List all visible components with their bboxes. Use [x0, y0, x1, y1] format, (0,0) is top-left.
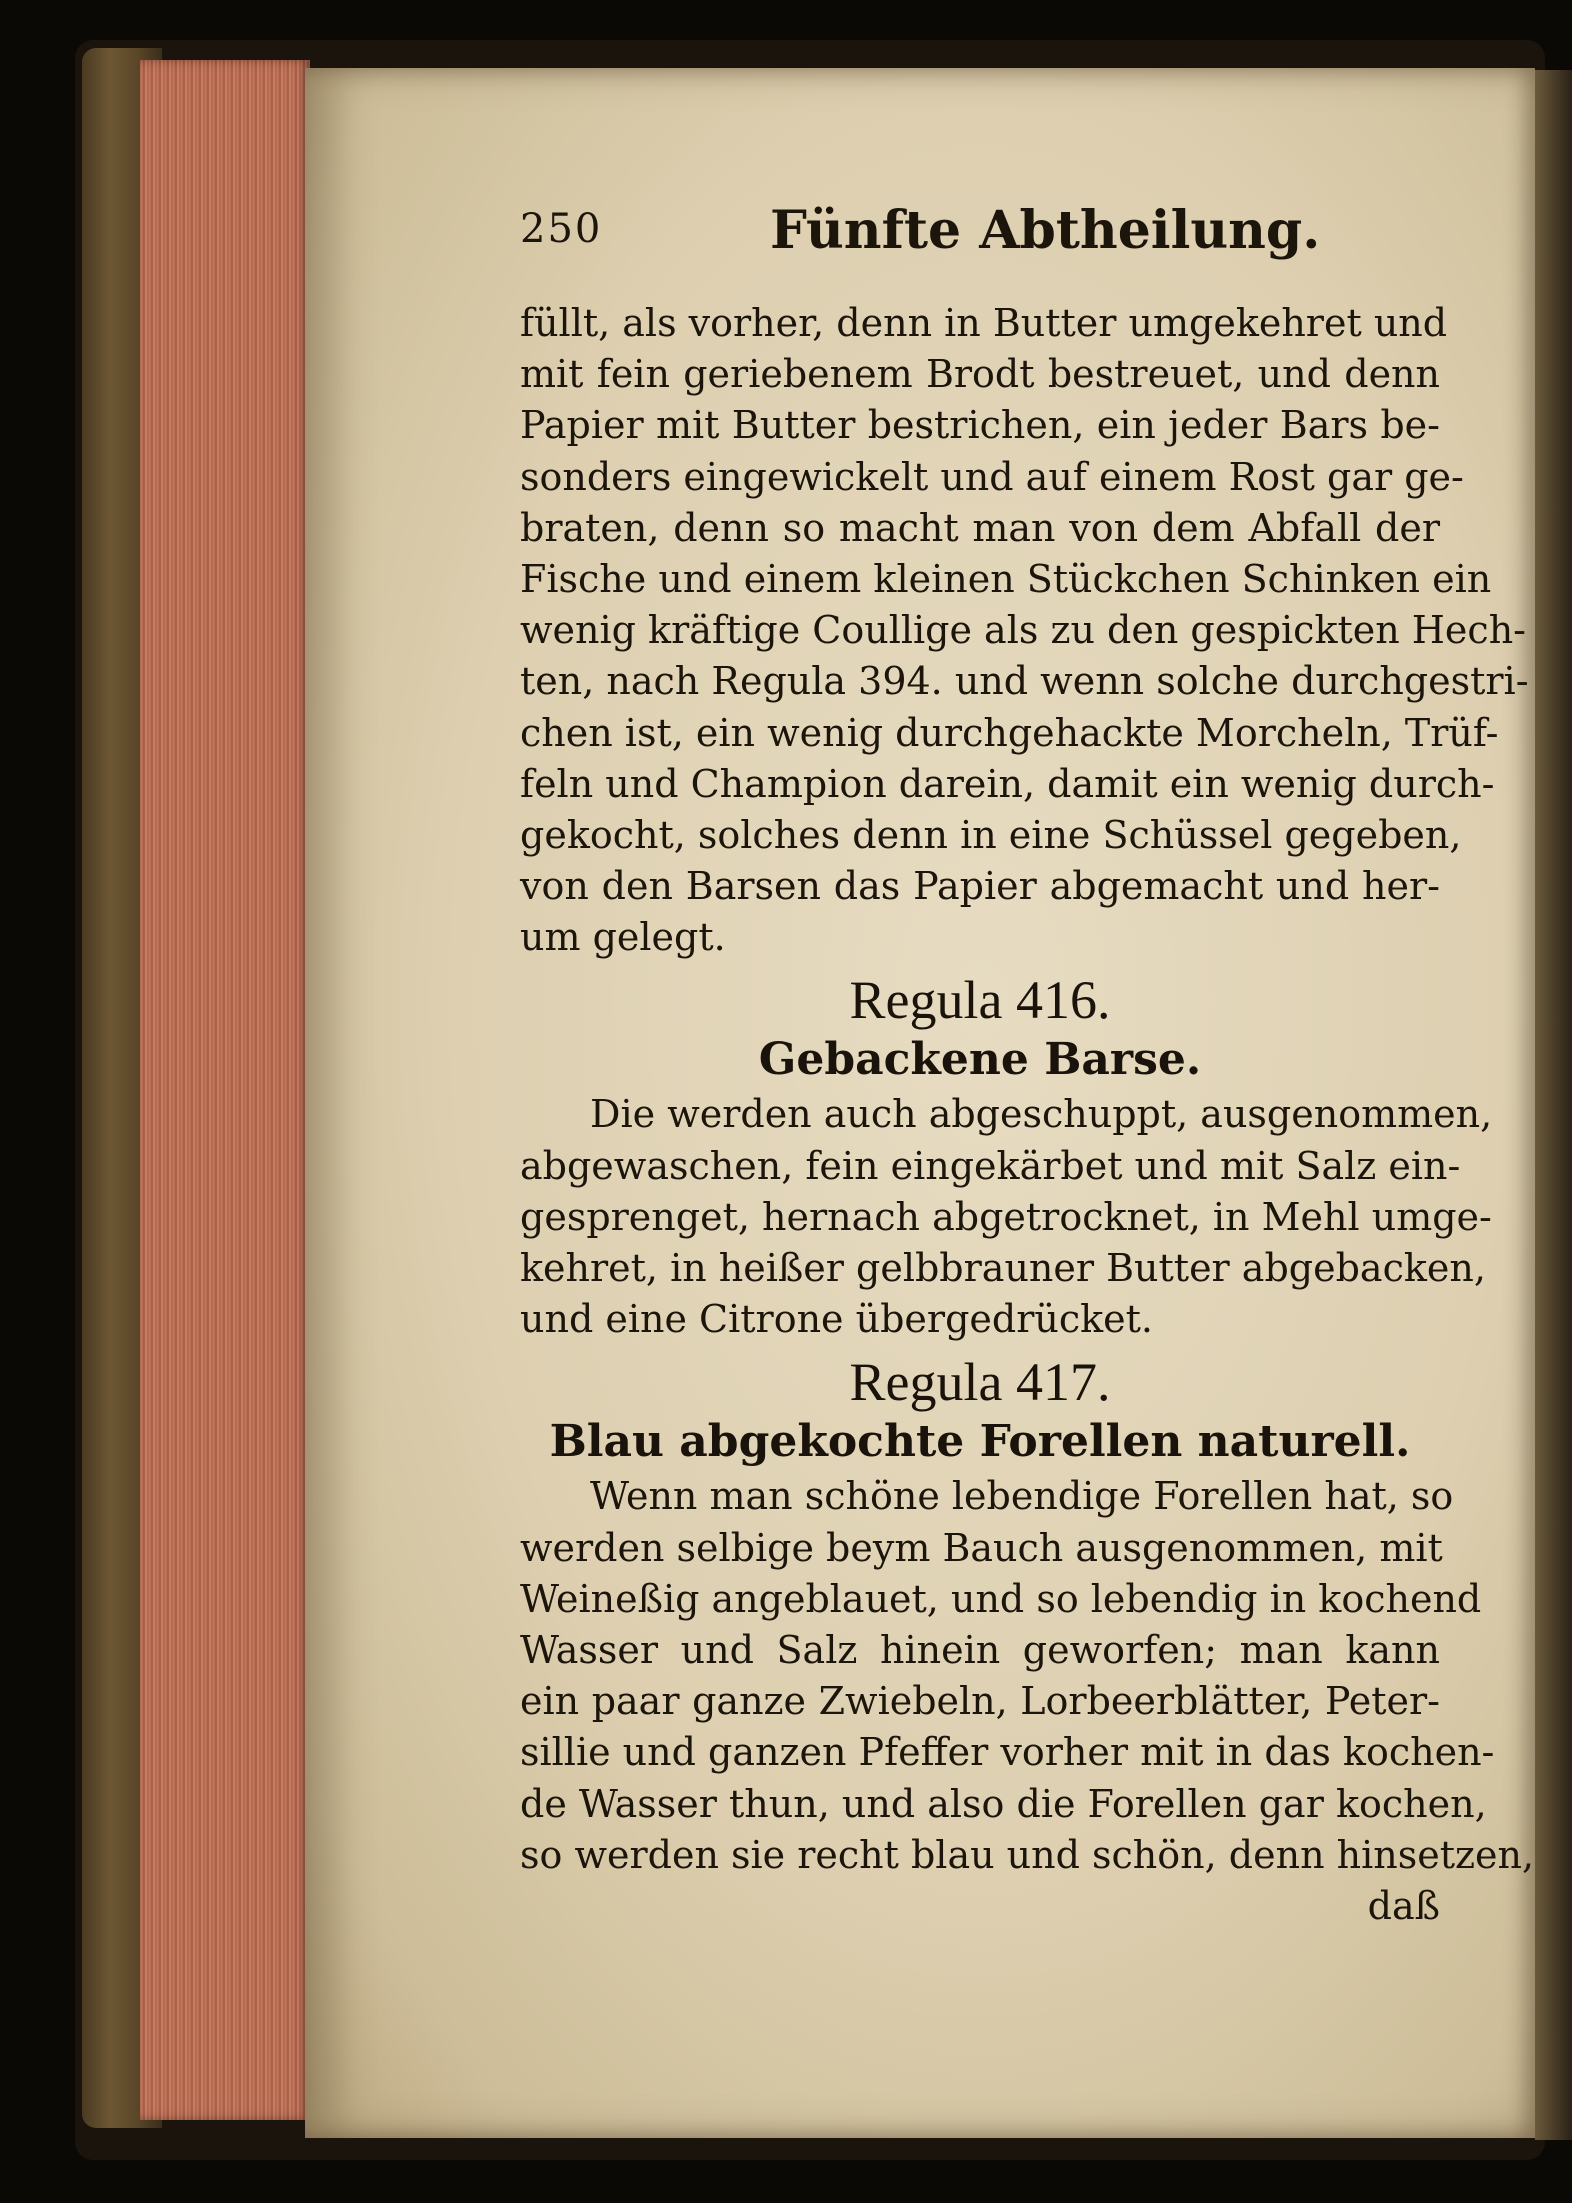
text-line: mit fein geriebenem Brodt bestreuet, und denn — [520, 352, 1440, 397]
text-line: ein paar ganze Zwiebeln, Lorbeerblätter, Peter- — [520, 1679, 1440, 1724]
text-line: sonders eingewickelt und auf einem Rost gar ge- — [520, 454, 1464, 499]
page-edges — [140, 60, 310, 2120]
gutter — [1535, 70, 1572, 2140]
text-line: Weineßig angeblauet, und so lebendig in kochend — [520, 1576, 1482, 1621]
text-line: sillie und ganzen Pfeffer vorher mit in das kochen- — [520, 1730, 1495, 1775]
section-regula-416 — [520, 969, 1493, 1345]
text-line: gesprenget, hernach abgetrocknet, in Mehl umge- — [520, 1194, 1492, 1239]
text-line: kehret, in heißer gelbbrauner Butter abgebacken, — [520, 1246, 1486, 1290]
text-line: füllt, als vorher, denn in Butter umgekehret und — [520, 301, 1448, 345]
text-line: Die werden auch abgeschuppt, ausgenommen, — [590, 1092, 1493, 1137]
page-number: 250 — [520, 206, 603, 252]
text-line: um gelegt. — [520, 915, 726, 960]
section-heading: Regula 417. — [849, 1352, 1111, 1413]
text-line: Wasser und Salz hinein geworfen; man kann — [520, 1627, 1440, 1672]
text-line: feln und Champion darein, damit ein wenig durch- — [520, 761, 1495, 806]
section-title: Blau abgekochte Forellen naturell. — [549, 1416, 1411, 1468]
section-title: Gebackene Barse. — [758, 1034, 1202, 1086]
text-line: chen ist, ein wenig durchgehackte Morcheln, Trüf- — [520, 710, 1499, 755]
page-body — [520, 298, 1535, 1932]
text-line: Wenn man schöne lebendige Forellen hat, so — [590, 1474, 1454, 1519]
continuation-paragraph — [520, 298, 1529, 963]
text-line: werden selbige beym Bauch ausgenommen, mit — [520, 1525, 1443, 1570]
catchword: daß — [1367, 1883, 1440, 1928]
running-title: Fünfte Abtheilung. — [770, 200, 1321, 261]
text-line: Fische und einem kleinen Stückchen Schinken ein — [520, 556, 1492, 601]
text-line: so werden sie recht blau und schön, denn hinsetzen, — [520, 1832, 1535, 1877]
text-line: braten, denn so macht man von dem Abfall der — [520, 505, 1440, 550]
text-line: de Wasser thun, und also die Forellen gar kochen, — [520, 1781, 1487, 1826]
text-line: Papier mit Butter bestrichen, ein jeder Bars be- — [520, 403, 1440, 448]
page-header — [520, 200, 1420, 260]
text-line: von den Barsen das Papier abgemacht und her- — [520, 864, 1440, 909]
section-regula-417 — [520, 1351, 1535, 1881]
text-line: gekocht, solches denn in eine Schüssel gegeben, — [520, 812, 1462, 857]
text-line: ten, nach Regula 394. und wenn solche durchgestri- — [520, 659, 1529, 704]
text-line: wenig kräftige Coullige als zu den gespickten Hech- — [520, 608, 1527, 653]
text-line: abgewaschen, fein eingekärbet und mit Salz ein- — [520, 1143, 1461, 1188]
text-line: und eine Citrone übergedrücket. — [520, 1297, 1153, 1342]
section-heading: Regula 416. — [849, 970, 1111, 1031]
